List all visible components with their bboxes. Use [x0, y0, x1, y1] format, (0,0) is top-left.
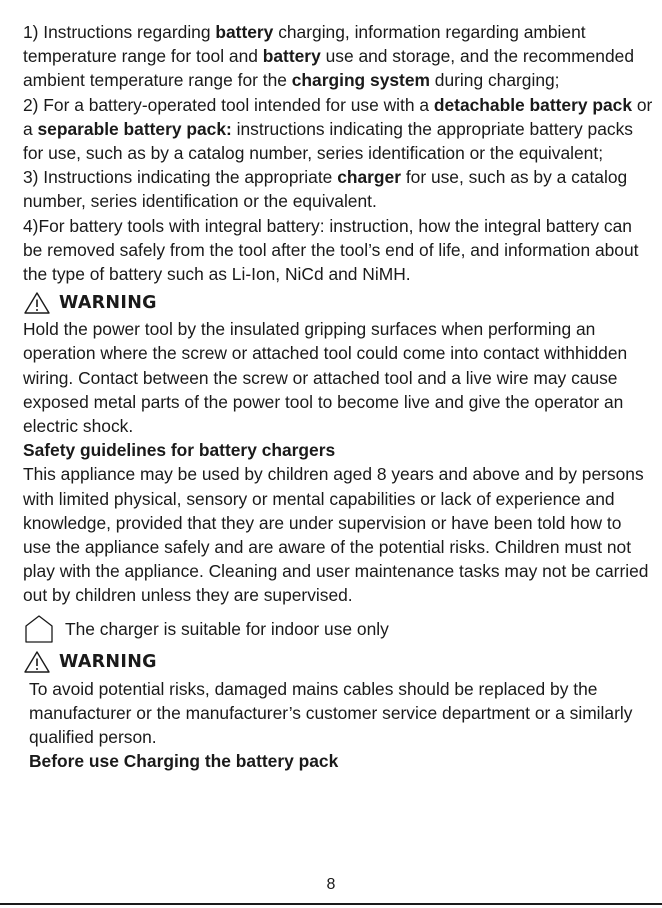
text-run: during charging;	[429, 70, 560, 91]
text-run: for use, such as by a catalog number, series identification or the equivalent.	[23, 167, 628, 212]
text-run: 3) Instructions indicating the appropriate	[23, 167, 338, 188]
indoor-use-text: The charger is suitable for indoor use only	[65, 618, 389, 639]
safety-heading: Safety guidelines for battery chargers	[23, 440, 336, 461]
text-run: instructions indicating the appropriate battery packs for use, such as by a catalog number, series identification or the equivalent;	[23, 118, 633, 164]
bold-term: charger	[337, 167, 401, 188]
text-run: or a	[23, 94, 653, 139]
bold-term: battery	[215, 22, 274, 42]
page-number: 8	[326, 876, 336, 893]
warning-heading-1	[23, 288, 653, 317]
instruction-item-3	[23, 165, 653, 213]
instruction-item-1	[23, 20, 653, 93]
warning-text-1: Hold the power tool by the insulated gripping surfaces when performing an operation where the screw or attached tool could come into contact withhidden wiring. Contact between the screw or attached tool and a live wire may cause exposed metal parts of the power tool to become live and give the operator an electric shock.	[23, 319, 628, 437]
text-run: 2) For a battery-operated tool intended for use with a	[23, 94, 434, 115]
bold-term: charging system	[291, 70, 430, 91]
warning-heading-2	[23, 648, 653, 677]
warning-label: WARNING	[59, 652, 157, 673]
text-run: charging, information regarding ambient temperature range for tool and	[23, 22, 586, 67]
text-run: 1) Instructions regarding	[23, 22, 216, 42]
warning-triangle-icon	[23, 291, 51, 315]
bold-term: detachable battery pack	[433, 94, 633, 115]
bottom-rule	[0, 903, 662, 905]
warning-text-2: To avoid potential risks, damaged mains cables should be replaced by the manufacturer or the manufacturer’s customer service department or a similarly qualified person.	[29, 678, 633, 748]
page-content	[23, 20, 653, 773]
indoor-use-row	[23, 612, 653, 646]
instruction-item-4: 4)For battery tools with integral battery: instruction, how the integral battery can be removed safely from the tool after the tool’s end of life, and information about the type of battery such as Li-Ion, NiCd and NiMH.	[23, 215, 639, 285]
instruction-item-2	[23, 93, 653, 166]
text-run: use and storage, and the recommended ambient temperature range for the	[23, 46, 634, 91]
warning-label: WARNING	[59, 292, 157, 313]
before-use-heading: Before use Charging the battery pack	[29, 751, 339, 772]
bold-term: battery	[262, 46, 321, 67]
warning-triangle-icon	[23, 650, 51, 674]
indoor-use-icon	[23, 614, 55, 644]
bold-term: separable battery pack:	[37, 118, 232, 139]
safety-text: This appliance may be used by children aged 8 years and above and by persons with limited physical, sensory or mental capabilities or lack of experience and knowledge, provided that they are under supervision or have been told how to use the appliance safely and are aware of the potential risks. Children must not play with the appliance. Cleaning and user maintenance tasks may not be carried out by children unless they are supervised.	[23, 464, 649, 606]
